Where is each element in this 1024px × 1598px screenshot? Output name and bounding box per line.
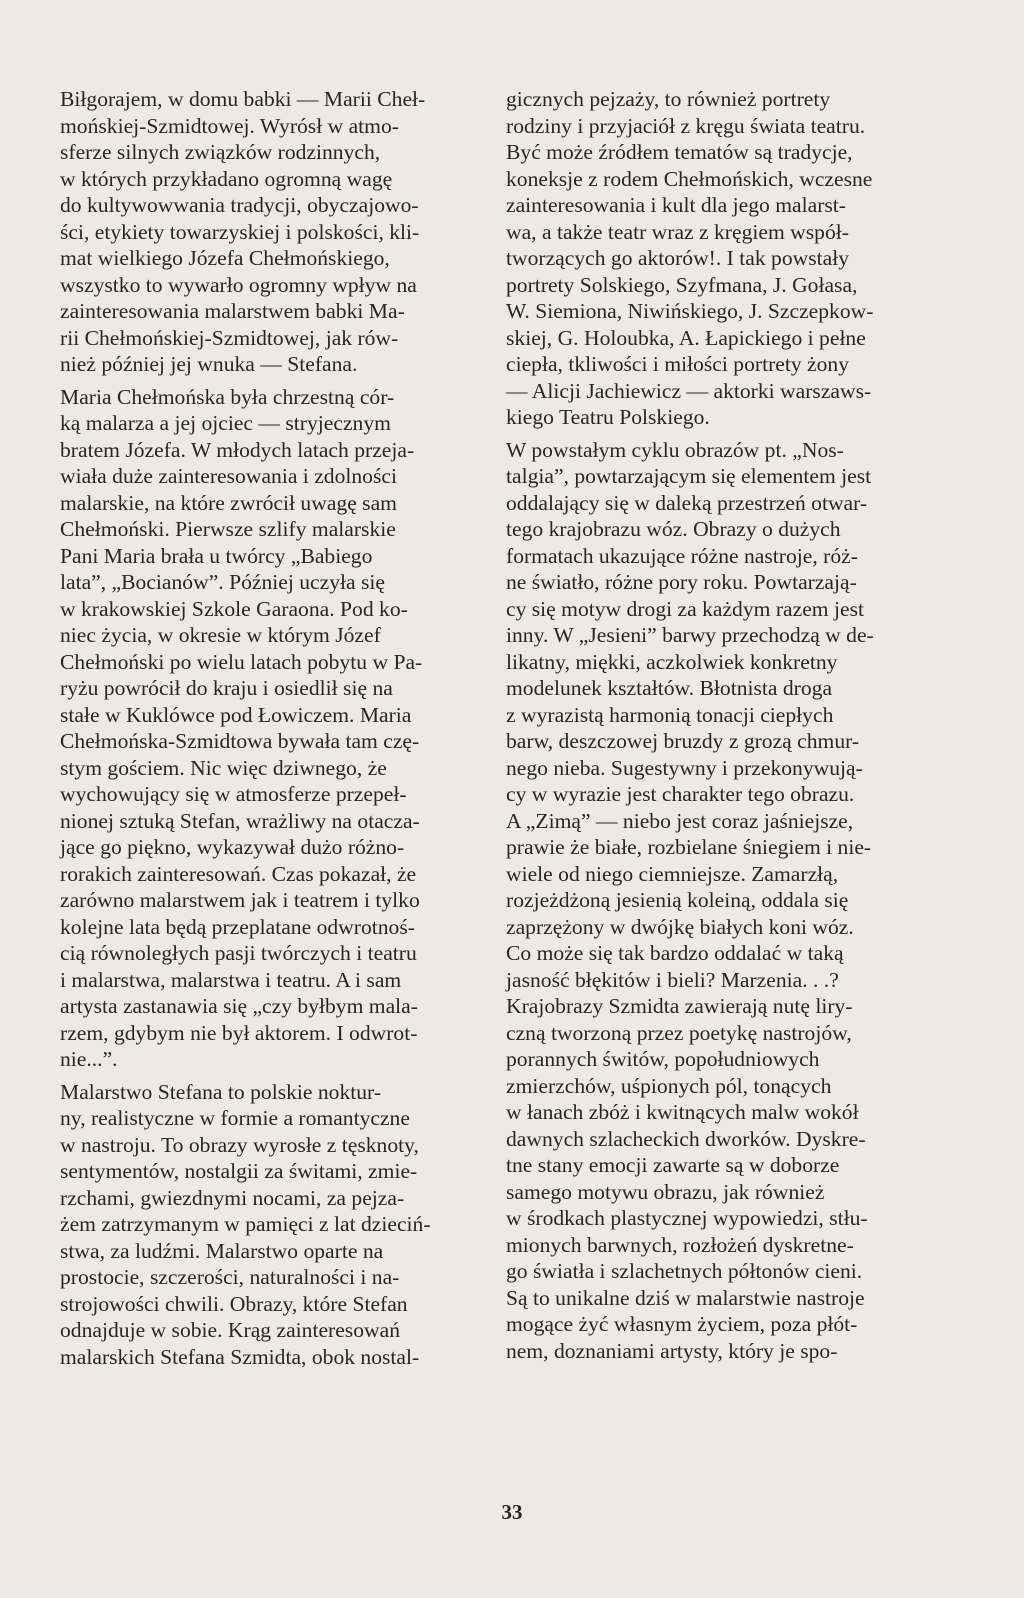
- page-number: 33: [501, 1500, 523, 1524]
- text-line: mogące żyć własnym życiem, poza płót-: [506, 1312, 858, 1336]
- text-line: — Alicji Jachiewicz — aktorki warszaws-: [506, 378, 872, 403]
- text-line: Chełmońska-Szmidtowa bywała tam czę-: [60, 729, 420, 753]
- text-line: zarówno malarstwem jak i teatrem i tylko: [60, 888, 420, 912]
- text-line: ciepła, tkliwości i miłości portrety żony: [506, 352, 850, 376]
- text-line: w nastroju. To obrazy wyrosłe z tęsknoty,: [60, 1132, 419, 1157]
- text-line: rii Chełmońskiej-Szmidtowej, jak rów-: [60, 325, 399, 350]
- text-line: malarskie, na które zwrócił uwagę sam: [60, 490, 397, 515]
- text-line: inny. W „Jesieni” barwy przechodzą w de-: [506, 623, 874, 647]
- text-line: rzem, gdybym nie był aktorem. I odwrot-: [60, 1020, 418, 1045]
- text-line: w krakowskiej Szkole Garaona. Pod ko-: [60, 596, 408, 621]
- text-line: sferze silnych związków rodzinnych,: [60, 140, 381, 164]
- text-line: wiele od niego ciemniejsze. Zamarzłą,: [506, 861, 839, 886]
- text-line: żem zatrzymanym w pamięci z lat dzieciń-: [60, 1212, 431, 1236]
- left-column-paragraph: [60, 86, 463, 378]
- text-line: stwa, za ludźmi. Malarstwo oparte na: [60, 1238, 384, 1263]
- text-line: w których przykładano ogromną wagę: [60, 166, 393, 191]
- text-line: wszystko to wywarło ogromny wpływ na: [60, 272, 417, 297]
- text-line: strojowości chwili. Obrazy, które Stefan: [60, 1291, 408, 1316]
- text-line: portrety Solskiego, Szyfmana, J. Gołasa,: [506, 272, 858, 297]
- text-line: ści, etykiety towarzyskiej i polskości, kli-: [60, 219, 420, 244]
- text-line: koneksje z rodem Chełmońskich, wczesne: [506, 166, 873, 191]
- text-line: nie...”.: [60, 1047, 118, 1071]
- text-line: rzchami, gwiezdnymi nocami, za pejza-: [60, 1185, 405, 1210]
- text-line: ne światło, różne pory roku. Powtarzają-: [506, 570, 857, 594]
- text-line: ny, realistyczne w formie a romantyczne: [60, 1106, 410, 1130]
- text-line: go światła i szlachetnych półtonów cieni.: [506, 1259, 863, 1283]
- text-line: odnajduje w sobie. Krąg zainteresowań: [60, 1318, 400, 1342]
- text-line: niec życia, w okresie w którym Józef: [60, 623, 381, 647]
- text-line: likatny, miękki, aczkolwiek konkretny: [506, 649, 838, 674]
- text-line: zainteresowania i kult dla jego malarst-: [506, 193, 846, 217]
- text-line: Pani Maria brała u twórcy „Babiego: [60, 543, 373, 568]
- text-line: modelunek kształtów. Błotnista droga: [506, 676, 833, 700]
- text-line: formatach ukazujące różne nastroje, róż-: [506, 543, 858, 568]
- text-line: cy się motyw drogi za każdym razem jest: [506, 596, 864, 621]
- text-line: nionej sztuką Stefan, wrażliwy na otacza-: [60, 808, 420, 833]
- text-line: Być może źródłem tematów są tradycje,: [506, 140, 853, 164]
- text-line: prawie że białe, rozbielane śniegiem i nie-: [506, 835, 872, 859]
- text-line: gicznych pejzaży, to również portrety: [506, 87, 831, 111]
- text-line: barw, deszczowej bruzdy z grozą chmur-: [506, 729, 860, 753]
- text-line: kolejne lata będą przeplatane odwrotnoś-: [60, 914, 415, 939]
- text-line: rodziny i przyjaciół z kręgu świata teatru.: [506, 113, 866, 138]
- text-line: sentymentów, nostalgii za świtami, zmie-: [60, 1159, 418, 1183]
- text-line: lata”, „Bocianów”. Później uczyła się: [60, 570, 385, 594]
- text-line: Chełmoński. Pierwsze szlify malarskie: [60, 517, 396, 541]
- text-line: skiej, G. Holoubka, A. Łapickiego i pełne: [506, 325, 866, 350]
- right-column: [506, 86, 909, 1364]
- text-line: oddalający się w daleką przestrzeń otwar-: [506, 490, 868, 515]
- text-line: stym gościem. Nic więc dziwnego, że: [60, 755, 387, 780]
- text-line: samego motywu obrazu, jak również: [506, 1179, 825, 1204]
- text-line: wiała duże zainteresowania i zdolności: [60, 464, 397, 488]
- text-line: jące go piękno, wykazywał dużo różno-: [60, 835, 405, 859]
- text-line: ryżu powrócił do kraju i osiedlił się na: [60, 676, 393, 700]
- text-line: cią równoległych pasji twórczych i teatru: [60, 941, 417, 965]
- text-line: W powstałym cyklu obrazów pt. „Nos-: [506, 437, 844, 462]
- text-line: Biłgorajem, w domu babki — Marii Cheł-: [60, 87, 426, 111]
- text-line: prostocie, szczerości, naturalności i na-: [60, 1265, 400, 1289]
- text-line: nież później jej wnuka — Stefana.: [60, 352, 358, 376]
- text-line: wa, a także teatr wraz z kręgiem współ-: [506, 219, 849, 244]
- text-line: tworzących go aktorów!. I tak powstały: [506, 246, 849, 270]
- text-line: Chełmoński po wielu latach pobytu w Pa-: [60, 649, 423, 674]
- text-line: rorakich zainteresowań. Czas pokazał, że: [60, 861, 417, 886]
- text-line: Malarstwo Stefana to polskie noktur-: [60, 1079, 382, 1104]
- text-line: Maria Chełmońska była chrzestną cór-: [60, 384, 395, 409]
- text-line: Co może się tak bardzo oddalać w taką: [506, 941, 844, 965]
- text-line: do kultywowwania tradycji, obyczajowo-: [60, 193, 419, 217]
- text-line: w łanach zbóż i kwitnących malw wokół: [506, 1100, 859, 1124]
- text-line: mat wielkiego Józefa Chełmońskiego,: [60, 246, 390, 270]
- text-line: A „Zimą” — niebo jest coraz jaśniejsze,: [506, 808, 854, 833]
- text-line: W. Siemiona, Niwińskiego, J. Szczepkow-: [506, 299, 874, 323]
- left-column: [60, 86, 463, 1370]
- text-line: czną tworzoną przez poetykę nastrojów,: [506, 1020, 852, 1045]
- text-line: tne stany emocji zawarte są w doborze: [506, 1153, 840, 1177]
- text-line: bratem Józefa. W młodych latach przeja-: [60, 437, 415, 462]
- text-line: zainteresowania malarstwem babki Ma-: [60, 299, 405, 323]
- text-line: artysta zastanawia się „czy byłbym mala-: [60, 994, 418, 1018]
- text-line: mońskiej-Szmidtowej. Wyrósł w atmo-: [60, 113, 399, 138]
- text-line: porannych świtów, popołudniowych: [506, 1047, 820, 1071]
- right-column-paragraph: [506, 437, 909, 1365]
- left-column-paragraph: [60, 384, 463, 1073]
- text-line: nego nieba. Sugestywny i przekonywują-: [506, 755, 863, 780]
- text-line: rozjeżdżoną jesienią koleiną, oddala się: [506, 888, 849, 912]
- right-column-paragraph: [506, 86, 909, 431]
- text-line: talgia”, powtarzającym się elementem jest: [506, 464, 872, 488]
- text-line: w środkach plastycznej wypowiedzi, stłu-: [506, 1206, 868, 1230]
- text-line: zmierzchów, uśpionych pól, tonących: [506, 1073, 832, 1098]
- text-line: stałe w Kuklówce pod Łowiczem. Maria: [60, 702, 412, 727]
- text-line: Krajobrazy Szmidta zawierają nutę liry-: [506, 994, 853, 1018]
- text-line: z wyrazistą harmonią tonacji ciepłych: [506, 702, 834, 727]
- text-line: i malarstwa, malarstwa i teatru. A i sam: [60, 967, 402, 992]
- text-line: ką malarza a jej ojciec — stryjecznym: [60, 411, 391, 435]
- text-line: nem, doznaniami artysty, który je spo-: [506, 1338, 838, 1363]
- text-line: mionych barwnych, rozłożeń dyskretne-: [506, 1232, 854, 1257]
- text-line: cy w wyrazie jest charakter tego obrazu.: [506, 782, 855, 806]
- text-line: Są to unikalne dziś w malarstwie nastroje: [506, 1285, 865, 1310]
- text-line: zaprzężony w dwójkę białych koni wóz.: [506, 914, 854, 939]
- text-line: dawnych szlacheckich dworków. Dyskre-: [506, 1126, 866, 1151]
- text-line: kiego Teatru Polskiego.: [506, 405, 710, 429]
- text-line: jasność błękitów i bieli? Marzenia. . .?: [506, 967, 839, 992]
- text-line: tego krajobrazu wóz. Obrazy o dużych: [506, 517, 841, 541]
- text-line: malarskich Stefana Szmidta, obok nostal-: [60, 1344, 420, 1369]
- left-column-paragraph: [60, 1079, 463, 1371]
- text-line: wychowujący się w atmosferze przepeł-: [60, 782, 407, 806]
